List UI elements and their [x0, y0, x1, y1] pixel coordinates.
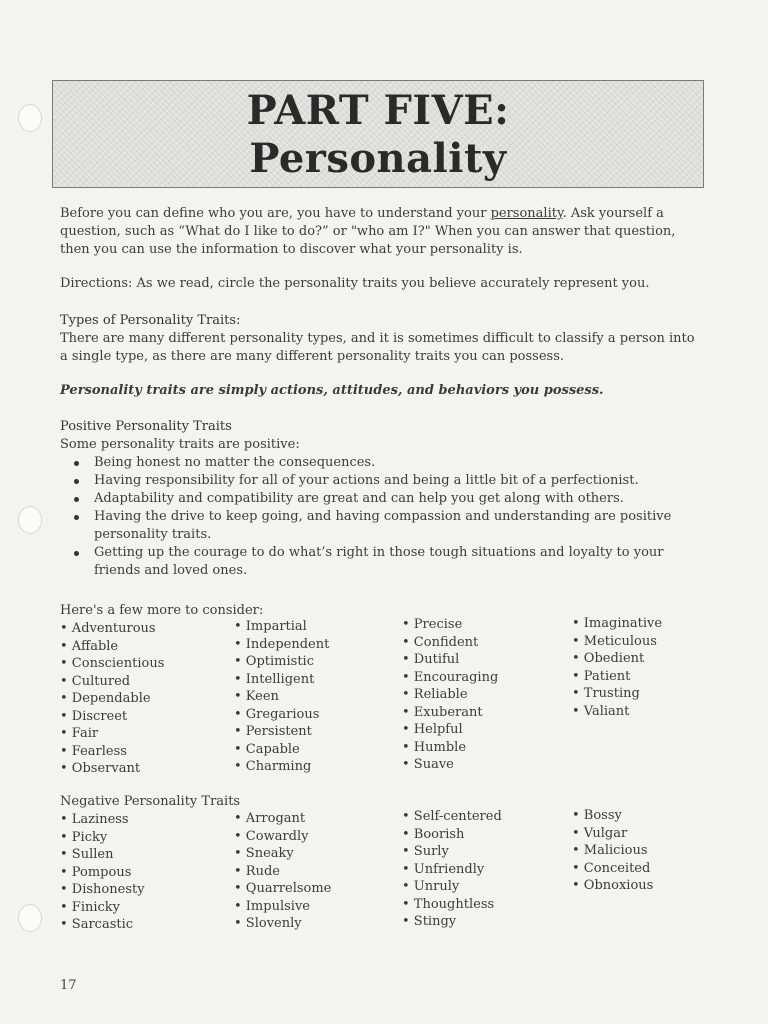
trait-item: • Fearless — [60, 743, 127, 759]
trait-item: • Imaginative — [572, 616, 663, 631]
trait-item: • Trusting — [572, 686, 640, 701]
list-item: Getting up the courage to do what’s right in those tough situations and loyalty to your friends and loved ones. — [60, 544, 700, 580]
positive-column-1 — [60, 620, 164, 778]
list-item: Having responsibility for all of your actions and being a little bit of a perfectionist. — [60, 472, 700, 490]
trait-item: • Impartial — [234, 619, 307, 634]
trait-item: • Bossy — [572, 808, 622, 823]
trait-item: • Picky — [60, 829, 108, 845]
trait-item: • Suave — [402, 757, 454, 772]
trait-item: • Confident — [402, 634, 479, 650]
trait-item: • Cultured — [60, 673, 131, 689]
list-item: Being honest no matter the consequences. — [60, 454, 700, 472]
trait-item: • Finicky — [60, 899, 121, 915]
trait-item: • Arrogant — [234, 811, 306, 826]
list-item: Adaptability and compatibility are great and can help you get along with others. — [60, 490, 700, 508]
trait-item: • Conscientious — [60, 656, 165, 671]
more-label: Here's a few more to consider: — [60, 603, 264, 618]
trait-item: • Persistent — [234, 724, 312, 739]
trait-item: • Affable — [60, 638, 119, 654]
trait-item: • Impulsive — [234, 898, 310, 914]
trait-item: • Thoughtless — [402, 896, 495, 912]
trait-item: • Dependable — [60, 691, 151, 706]
trait-item: • Charming — [234, 759, 312, 774]
trait-item: • Conceited — [572, 860, 651, 876]
trait-item: • Keen — [234, 689, 279, 704]
trait-item: • Humble — [402, 739, 467, 755]
trait-item: • Rude — [234, 863, 280, 879]
types-text: There are many different personality types, and it is sometimes difficult to classify a person into a single type, as there are many different personality traits you can possess. — [60, 331, 695, 364]
trait-item: • Observant — [60, 761, 141, 776]
trait-item: • Unruly — [402, 879, 460, 894]
trait-item: • Gregarious — [234, 706, 320, 722]
negative-heading: Negative Personality Traits — [60, 794, 241, 809]
types-section — [60, 312, 700, 366]
trait-item: • Sarcastic — [60, 917, 134, 932]
types-heading: Types of Personality Traits: — [60, 313, 241, 328]
trait-item: • Obnoxious — [572, 878, 654, 893]
binder-hole-top — [18, 104, 42, 132]
trait-item: • Helpful — [402, 722, 463, 737]
title-banner — [52, 80, 704, 188]
trait-item: • Dutiful — [402, 652, 460, 667]
positive-intro: Some personality traits are positive: — [60, 437, 300, 452]
trait-item: • Obedient — [572, 651, 645, 666]
trait-item: • Malicious — [572, 843, 648, 858]
trait-item: • Stingy — [402, 914, 457, 929]
trait-item: • Unfriendly — [402, 861, 485, 877]
negative-column-2 — [234, 810, 331, 933]
definition-statement: Personality traits are simply actions, attitudes, and behaviors you possess. — [60, 383, 604, 398]
trait-item: • Sullen — [60, 847, 114, 862]
title-part: PART FIVE: — [246, 87, 510, 134]
trait-item: • Discreet — [60, 708, 128, 724]
title-topic: Personality — [249, 135, 507, 182]
trait-item: • Slovenly — [234, 916, 302, 931]
trait-item: • Adventurous — [60, 621, 156, 636]
trait-item: • Valiant — [572, 703, 630, 719]
positive-section — [60, 418, 700, 580]
trait-item: • Intelligent — [234, 671, 315, 687]
negative-column-4 — [572, 807, 653, 895]
trait-item: • Exuberant — [402, 704, 483, 720]
trait-item: • Laziness — [60, 812, 129, 827]
negative-column-3 — [402, 808, 502, 931]
directions: Directions: As we read, circle the personality traits you believe accurately represent you. — [60, 276, 650, 291]
trait-item: • Patient — [572, 668, 631, 684]
trait-item: • Sneaky — [234, 846, 294, 861]
trait-item: • Reliable — [402, 687, 468, 702]
trait-item: • Pompous — [60, 864, 132, 880]
trait-item: • Fair — [60, 726, 99, 741]
trait-item: • Independent — [234, 636, 330, 652]
trait-item: • Capable — [234, 741, 300, 757]
trait-item: • Dishonesty — [60, 882, 145, 897]
trait-item: • Precise — [402, 617, 463, 632]
positive-column-3 — [402, 616, 498, 774]
page-number: 17 — [60, 978, 77, 993]
positive-column-4 — [572, 615, 662, 720]
trait-item: • Quarrelsome — [234, 881, 332, 896]
trait-item: • Boorish — [402, 826, 465, 842]
trait-item: • Optimistic — [234, 654, 314, 669]
intro-before: Before you can define who you are, you have to understand your — [60, 206, 491, 221]
trait-item: • Cowardly — [234, 828, 309, 844]
trait-item: • Self-centered — [402, 809, 502, 824]
negative-column-1 — [60, 811, 145, 934]
list-item: Having the drive to keep going, and having compassion and understanding are positive personality traits. — [60, 508, 700, 544]
positive-heading: Positive Personality Traits — [60, 419, 232, 434]
binder-hole-bottom — [18, 904, 42, 932]
positive-bullets — [60, 454, 700, 580]
binder-hole-middle — [18, 506, 42, 534]
intro-keyword: personality — [490, 206, 563, 221]
trait-item: • Meticulous — [572, 633, 657, 649]
positive-column-2 — [234, 618, 329, 776]
trait-item: • Encouraging — [402, 669, 499, 685]
intro-after: . Ask yourself a question, such as “What do I like to do?” or "who am I?" When you can answer that question, then you can use the information to discover what your personality is. — [60, 206, 676, 257]
intro-paragraph — [60, 205, 700, 259]
trait-item: • Vulgar — [572, 825, 628, 841]
trait-item: • Surly — [402, 844, 449, 859]
